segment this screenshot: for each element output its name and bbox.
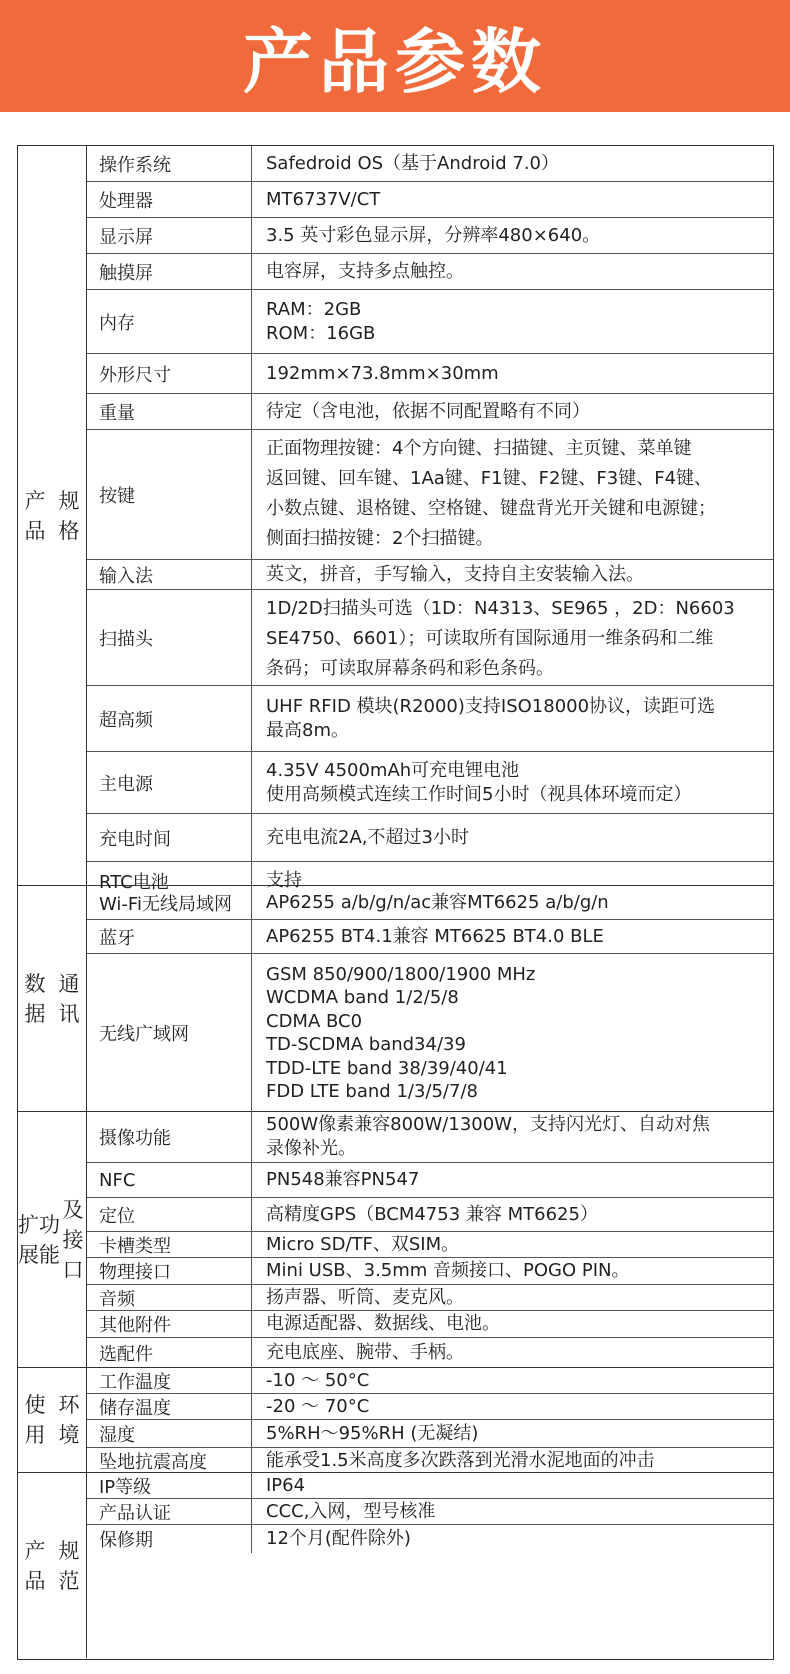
spec-value: 电源适配器、数据线、电池。 bbox=[266, 1313, 500, 1334]
spec-value: 支持 bbox=[266, 870, 302, 891]
spec-label: 定位 bbox=[87, 1198, 252, 1231]
spec-row bbox=[87, 1198, 773, 1232]
spec-row bbox=[87, 218, 773, 254]
spec-label: 工作温度 bbox=[87, 1368, 252, 1393]
spec-row bbox=[87, 1232, 773, 1258]
spec-section bbox=[18, 1368, 773, 1473]
spec-row bbox=[87, 1338, 773, 1368]
spec-value: -10 ～ 50°C bbox=[266, 1369, 370, 1391]
spec-value: 正面物理按键：4个方向键、扫描键、主页键、菜单键 返回键、回车键、1Aa键、F1键、F2键、F3键、F4键、 小数点键、退格键、空格键、键盘背光开关键和电源键； 侧面扫描按键：2个扫描键。 bbox=[266, 438, 716, 549]
spec-value: 充电底座、腕带、手柄。 bbox=[266, 1342, 464, 1363]
spec-value: 1D/2D扫描头可选（1D：N4313、SE965 ，2D：N6603 SE4750、6601）；可读取所有国际通用一维条码和二维 条码；可读取屏幕条码和彩色条码。 bbox=[266, 598, 735, 679]
spec-value: 电容屏，支持多点触控。 bbox=[266, 260, 464, 282]
spec-label: 按键 bbox=[87, 430, 252, 559]
spec-value: Mini USB、3.5mm 音频接口、POGO PIN。 bbox=[266, 1260, 630, 1281]
spec-label: 重量 bbox=[87, 394, 252, 429]
spec-value: AP6255 BT4.1兼容 MT6625 BT4.0 BLE bbox=[266, 925, 604, 947]
spec-table bbox=[17, 145, 774, 1660]
spec-value: 待定（含电池，依据不同配置略有不同） bbox=[266, 400, 590, 422]
spec-row bbox=[87, 590, 773, 686]
spec-value: 192mm×73.8mm×30mm bbox=[266, 362, 499, 384]
spec-label: 物理接口 bbox=[87, 1258, 252, 1284]
spec-row bbox=[87, 954, 773, 1112]
spec-value: 12个月(配件除外) bbox=[266, 1528, 411, 1549]
spec-value: GSM 850/900/1800/1900 MHz WCDMA band 1/2/5/8 CDMA BC0 TD-SCDMA band34/39 TDD-LTE band 38/39/40/41 FDD LTE band 1/3/5/7/8 bbox=[266, 963, 536, 1102]
spec-value: MT6737V/CT bbox=[266, 188, 381, 210]
spec-row bbox=[87, 1368, 773, 1394]
spec-label: 蓝牙 bbox=[87, 920, 252, 953]
spec-section bbox=[18, 146, 773, 893]
spec-value: 能承受1.5米高度多次跌落到光滑水泥地面的冲击 bbox=[266, 1449, 655, 1471]
spec-row bbox=[87, 1525, 773, 1553]
spec-value: 5%RH～95%RH (无凝结) bbox=[266, 1422, 479, 1444]
section-category: 产品 规格 bbox=[18, 146, 87, 885]
spec-label: 坠地抗震高度 bbox=[87, 1448, 252, 1473]
spec-label: 卡槽类型 bbox=[87, 1232, 252, 1257]
spec-value: -20 ～ 70°C bbox=[266, 1395, 370, 1417]
spec-value: UHF RFID 模块(R2000)支持ISO18000协议，读距可选 最高8m。 bbox=[266, 695, 716, 741]
spec-value: 4.35V 4500mAh可充电锂电池 使用高频模式连续工作时间5小时（视具体环境而定） bbox=[266, 759, 692, 805]
spec-row bbox=[87, 394, 773, 430]
spec-label: 操作系统 bbox=[87, 146, 252, 181]
spec-value: CCC,入网，型号核准 bbox=[266, 1500, 436, 1522]
spec-row bbox=[87, 1112, 773, 1163]
spec-label: 其他附件 bbox=[87, 1311, 252, 1337]
spec-row bbox=[87, 1285, 773, 1311]
spec-row bbox=[87, 752, 773, 814]
spec-label: 储存温度 bbox=[87, 1394, 252, 1419]
spec-row bbox=[87, 430, 773, 560]
spec-value: 3.5 英寸彩色显示屏，分辨率480×640。 bbox=[266, 224, 601, 246]
spec-value: 500W像素兼容800W/1300W，支持闪光灯、自动对焦 录像补光。 bbox=[266, 1114, 710, 1159]
spec-label: Wi-Fi无线局域网 bbox=[87, 886, 252, 919]
spec-label: 超高频 bbox=[87, 686, 252, 751]
spec-label: 扫描头 bbox=[87, 590, 252, 685]
spec-label: 显示屏 bbox=[87, 218, 252, 253]
spec-label: 摄像功能 bbox=[87, 1112, 252, 1162]
spec-label: 选配件 bbox=[87, 1338, 252, 1368]
spec-label: 输入法 bbox=[87, 560, 252, 589]
spec-value: PN548兼容PN547 bbox=[266, 1169, 420, 1190]
spec-label: RTC电池 bbox=[87, 862, 252, 900]
spec-value: 扬声器、听筒、麦克风。 bbox=[266, 1286, 464, 1308]
spec-row bbox=[87, 686, 773, 752]
section-category: 扩展 功能 及接口 bbox=[18, 1112, 87, 1367]
spec-value: Micro SD/TF、双SIM。 bbox=[266, 1233, 460, 1255]
spec-row bbox=[87, 354, 773, 394]
spec-label: 外形尺寸 bbox=[87, 354, 252, 393]
spec-section bbox=[18, 1473, 773, 1658]
spec-section bbox=[18, 886, 773, 1112]
section-category: 产品 规范 bbox=[18, 1473, 87, 1658]
spec-label: NFC bbox=[87, 1163, 252, 1197]
spec-section bbox=[18, 1112, 773, 1368]
spec-row bbox=[87, 560, 773, 590]
spec-row bbox=[87, 1420, 773, 1448]
spec-row bbox=[87, 1311, 773, 1338]
spec-row bbox=[87, 290, 773, 354]
spec-row bbox=[87, 1473, 773, 1499]
page-title: 产品参数 bbox=[243, 20, 547, 103]
spec-row bbox=[87, 1448, 773, 1473]
spec-value: AP6255 a/b/g/n/ac兼容MT6625 a/b/g/n bbox=[266, 891, 609, 913]
spec-row bbox=[87, 146, 773, 182]
spec-value: 充电电流2A,不超过3小时 bbox=[266, 826, 469, 848]
spec-value: 高精度GPS（BCM4753 兼容 MT6625） bbox=[266, 1203, 598, 1225]
spec-label: 湿度 bbox=[87, 1420, 252, 1447]
spec-row bbox=[87, 920, 773, 954]
spec-label: 主电源 bbox=[87, 752, 252, 813]
spec-value: RAM：2GB ROM：16GB bbox=[266, 298, 376, 344]
spec-label: 无线广域网 bbox=[87, 954, 252, 1112]
spec-value: Safedroid OS（基于Android 7.0） bbox=[266, 152, 559, 174]
spec-label: 触摸屏 bbox=[87, 254, 252, 289]
header-banner bbox=[0, 0, 790, 112]
spec-row bbox=[87, 254, 773, 290]
section-category: 使用 环境 bbox=[18, 1368, 87, 1472]
spec-row bbox=[87, 182, 773, 218]
spec-label: 处理器 bbox=[87, 182, 252, 217]
spec-row bbox=[87, 886, 773, 920]
spec-row bbox=[87, 1163, 773, 1198]
spec-label: 音频 bbox=[87, 1285, 252, 1310]
spec-row bbox=[87, 1258, 773, 1285]
spec-row bbox=[87, 814, 773, 862]
spec-value: IP64 bbox=[266, 1474, 306, 1496]
spec-label: 内存 bbox=[87, 290, 252, 353]
spec-row bbox=[87, 1499, 773, 1525]
spec-label: 保修期 bbox=[87, 1525, 252, 1553]
spec-value: 英文，拼音，手写输入，支持自主安装输入法。 bbox=[266, 563, 644, 585]
spec-label: 充电时间 bbox=[87, 814, 252, 861]
section-category: 数据 通讯 bbox=[18, 886, 87, 1111]
spec-label: 产品认证 bbox=[87, 1499, 252, 1524]
spec-label: IP等级 bbox=[87, 1473, 252, 1498]
spec-row bbox=[87, 1394, 773, 1420]
